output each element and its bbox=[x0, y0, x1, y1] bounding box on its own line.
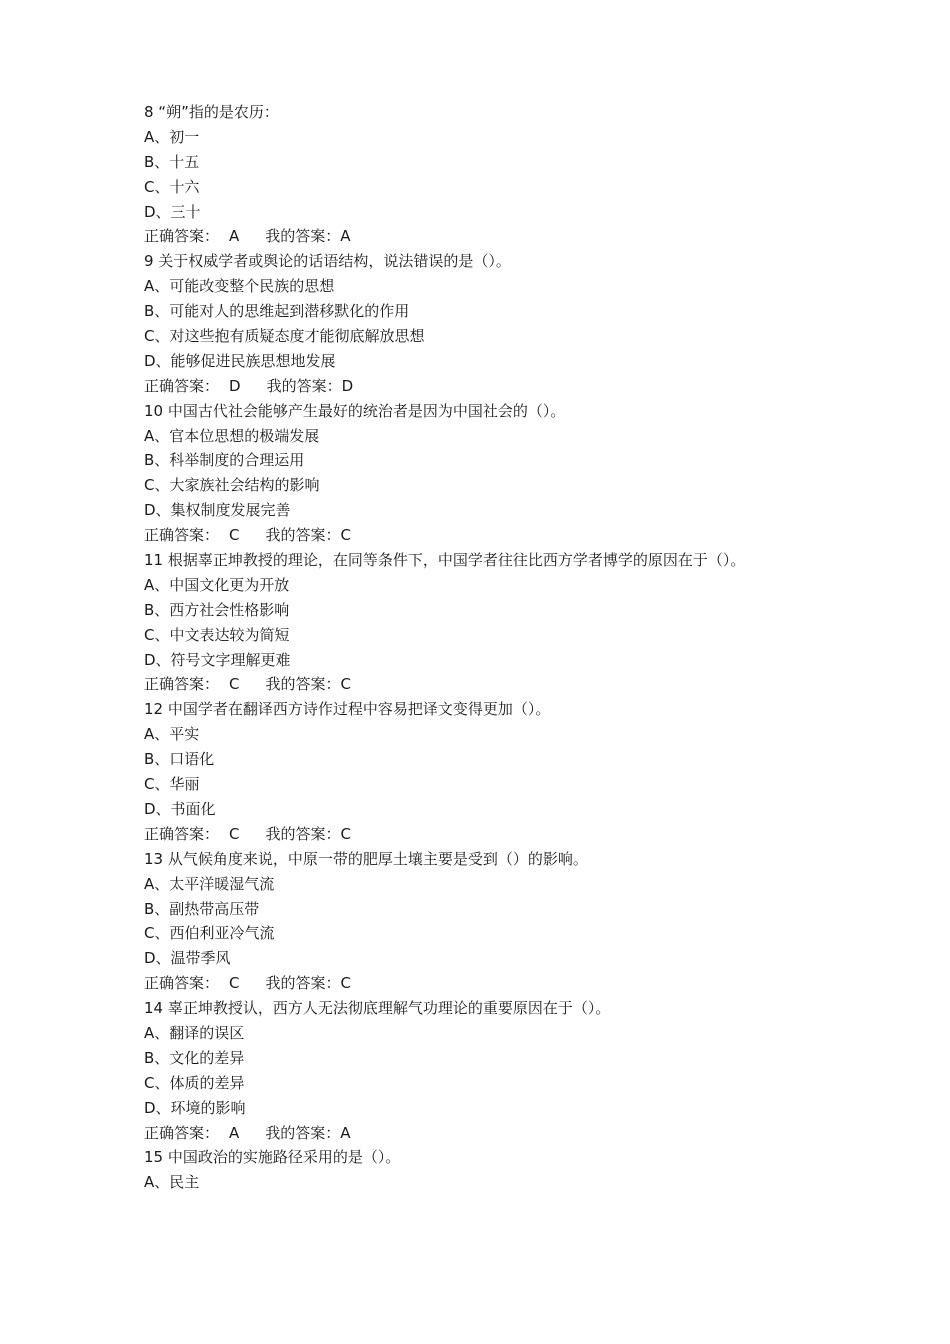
correct-answer-value: C bbox=[229, 974, 240, 993]
correct-answer-label: 正确答案： bbox=[144, 227, 220, 246]
option-a: A、官本位思想的极端发展 bbox=[144, 426, 320, 445]
option-b: B、文化的差异 bbox=[144, 1048, 245, 1067]
option-c: C、大家族社会结构的影响 bbox=[144, 476, 320, 495]
my-answer-label: 我的答案： bbox=[265, 974, 341, 993]
question-text: 9 关于权威学者或舆论的话语结构，说法错误的是（）。 bbox=[144, 252, 511, 271]
option-b: B、副热带高压带 bbox=[144, 899, 260, 918]
correct-answer-value: C bbox=[229, 526, 240, 545]
my-answer-label: 我的答案： bbox=[265, 526, 341, 545]
my-answer-label: 我的答案： bbox=[265, 1123, 341, 1142]
my-answer-value: A bbox=[340, 1123, 351, 1142]
option-c: C、对这些抱有质疑态度才能彻底解放思想 bbox=[144, 327, 425, 346]
option-c: C、中文表达较为简短 bbox=[144, 625, 290, 644]
answer-line bbox=[144, 672, 934, 697]
document-page bbox=[144, 100, 934, 1195]
answer-line bbox=[144, 1121, 934, 1146]
my-answer-value: C bbox=[340, 526, 351, 545]
option-b: B、十五 bbox=[144, 152, 200, 171]
my-answer-value: C bbox=[340, 974, 351, 993]
my-answer-label: 我的答案： bbox=[265, 227, 341, 246]
option-b: B、西方社会性格影响 bbox=[144, 600, 290, 619]
my-answer-label: 我的答案： bbox=[266, 376, 342, 395]
correct-answer-value: A bbox=[229, 1123, 240, 1142]
correct-answer-label: 正确答案： bbox=[144, 675, 220, 694]
answer-line bbox=[144, 224, 934, 249]
question-text: 14 辜正坤教授认，西方人无法彻底理解气功理论的重要原因在于（）。 bbox=[144, 999, 611, 1018]
correct-answer-label: 正确答案： bbox=[144, 824, 220, 843]
option-a: A、翻译的误区 bbox=[144, 1023, 245, 1042]
option-d: D、能够促进民族思想地发展 bbox=[144, 351, 336, 370]
option-a: A、可能改变整个民族的思想 bbox=[144, 277, 335, 296]
my-answer-value: D bbox=[341, 376, 354, 395]
option-d: D、温带季风 bbox=[144, 949, 231, 968]
option-d: D、符号文字理解更难 bbox=[144, 650, 291, 669]
option-c: C、体质的差异 bbox=[144, 1073, 245, 1092]
option-a: A、太平洋暖湿气流 bbox=[144, 874, 275, 893]
question-text: 11 根据辜正坤教授的理论，在同等条件下，中国学者往往比西方学者博学的原因在于（）。 bbox=[144, 551, 746, 570]
correct-answer-value: A bbox=[229, 227, 240, 246]
correct-answer-label: 正确答案： bbox=[144, 974, 220, 993]
option-d: D、书面化 bbox=[144, 799, 216, 818]
option-a: A、初一 bbox=[144, 127, 200, 146]
my-answer-label: 我的答案： bbox=[265, 824, 341, 843]
my-answer-label: 我的答案： bbox=[265, 675, 341, 694]
correct-answer-label: 正确答案： bbox=[144, 1123, 220, 1142]
question-text: 12 中国学者在翻译西方诗作过程中容易把译文变得更加（）。 bbox=[144, 700, 551, 719]
option-b: B、科举制度的合理运用 bbox=[144, 451, 305, 470]
my-answer-value: A bbox=[340, 227, 351, 246]
answer-line bbox=[144, 822, 934, 847]
question-text: 10 中国古代社会能够产生最好的统治者是因为中国社会的（）。 bbox=[144, 401, 566, 420]
answer-line bbox=[144, 971, 934, 996]
my-answer-value: C bbox=[340, 675, 351, 694]
option-d: D、集权制度发展完善 bbox=[144, 501, 291, 520]
answer-line bbox=[144, 523, 934, 548]
question-text: 8 “朔”指的是农历： bbox=[144, 103, 279, 121]
option-c: C、华丽 bbox=[144, 775, 200, 794]
correct-answer-label: 正确答案： bbox=[144, 526, 220, 545]
correct-answer-value: C bbox=[229, 824, 240, 843]
correct-answer-value: C bbox=[229, 675, 240, 694]
correct-answer-label: 正确答案： bbox=[144, 376, 220, 395]
my-answer-value: C bbox=[340, 824, 351, 843]
option-a: A、中国文化更为开放 bbox=[144, 575, 290, 594]
option-a: A、平实 bbox=[144, 725, 200, 744]
option-c: C、十六 bbox=[144, 177, 200, 196]
correct-answer-value: D bbox=[229, 376, 241, 395]
answer-line bbox=[144, 374, 934, 399]
option-c: C、西伯利亚冷气流 bbox=[144, 924, 275, 943]
option-a: A、民主 bbox=[144, 1173, 200, 1192]
question-text: 15 中国政治的实施路径采用的是（）。 bbox=[144, 1148, 401, 1167]
option-b: B、可能对人的思维起到潜移默化的作用 bbox=[144, 302, 410, 321]
option-d: D、环境的影响 bbox=[144, 1098, 246, 1117]
option-b: B、口语化 bbox=[144, 750, 215, 769]
option-d: D、三十 bbox=[144, 202, 201, 221]
question-text: 13 从气候角度来说，中原一带的肥厚土壤主要是受到（）的影响。 bbox=[144, 849, 588, 868]
